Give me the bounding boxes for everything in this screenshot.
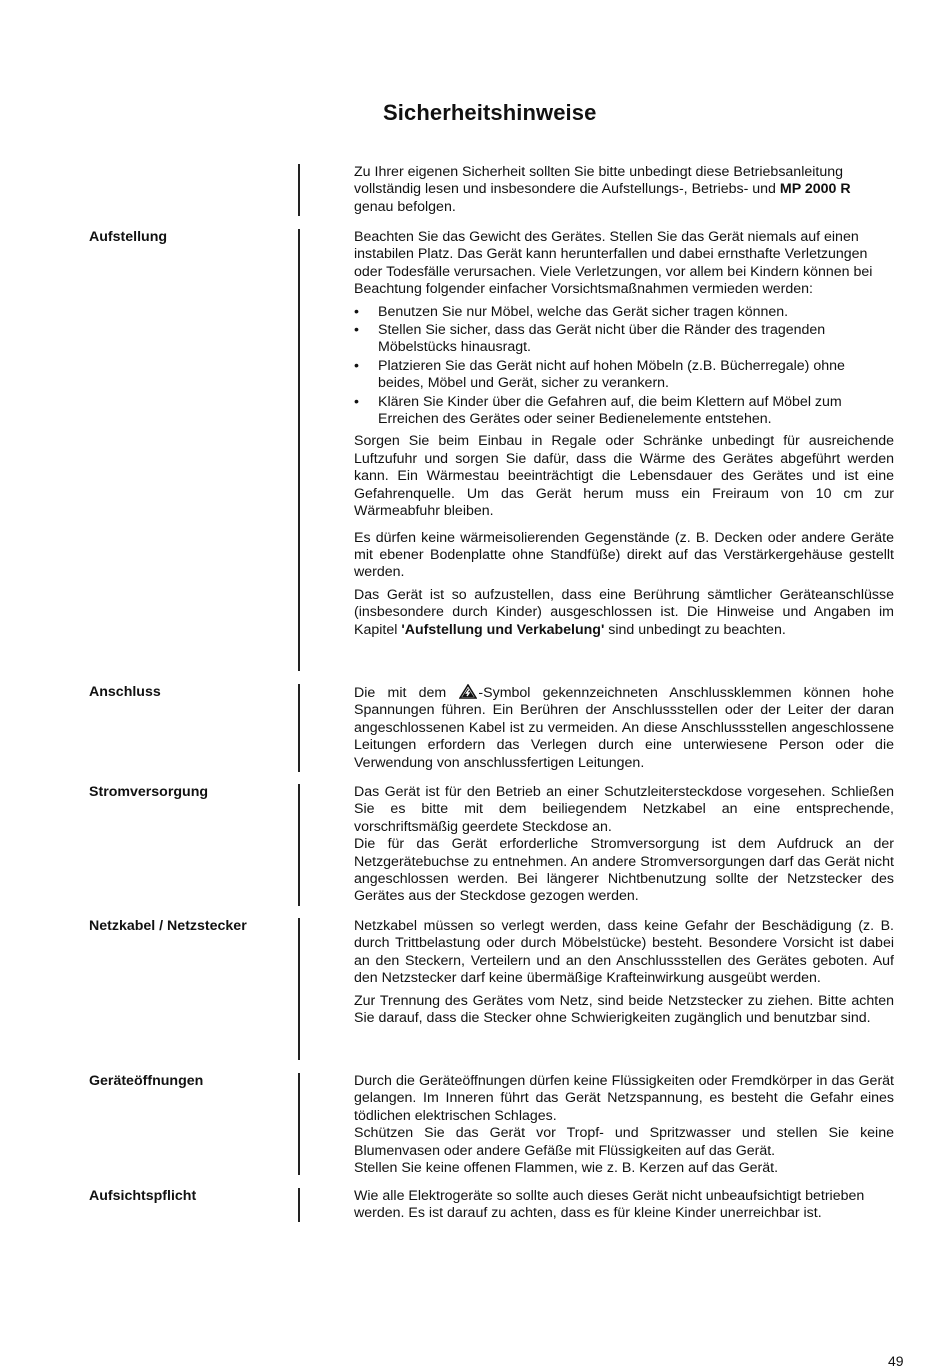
paragraph-text: Die mit dem: [354, 685, 459, 701]
section-label-stromversorgung: Stromversorgung: [89, 784, 209, 800]
section-anschluss-content: [354, 684, 894, 772]
list-item: • Klären Sie Kinder über die Gefahren auf, die beim Klettern auf Möbel zum Erreichen des Gerätes oder seiner Bedienelemente entstehen.: [354, 394, 894, 429]
paragraph: [354, 587, 894, 639]
intro-paragraph: [354, 164, 894, 216]
intro-text: Zu Ihrer eigenen Sicherheit sollten Sie bitte unbedingt diese Betriebsanleitung vollständig lesen und insbesondere die Aufstellungs-, Betriebs- und: [354, 164, 843, 198]
paragraph: Schützen Sie das Gerät vor Tropf- und Spritzwasser und stellen Sie keine Blumenvasen oder andere Gefäße mit Flüssigkeiten auf das Gerät.: [354, 1125, 894, 1159]
paragraph: Sorgen Sie beim Einbau in Regale oder Schränke unbedingt für ausreichende Luftzufuhr und sorgen Sie dafür, dass die Wärme des Gerätes abgeführt werden kann. Ein Wärmestau beeinträchtigt die Lebensdauer des Gerätes und ist eine Gefahrenquelle. Um das Gerät herum muss ein Freiraum von 10 cm zur Wärmeabfuhr bleiben.: [354, 433, 894, 520]
warning-lightning-icon: [459, 684, 477, 699]
section-aufstellung-content: [354, 229, 894, 639]
paragraph: Es dürfen keine wärmeisolierenden Gegenstände (z. B. Decken oder andere Geräte mit ebener Bodenplatte ohne Standfüße) direkt auf das Verstärkergehäuse gestellt werden.: [354, 529, 894, 581]
section-intro-content: [354, 164, 894, 216]
section-rule: [298, 918, 300, 1060]
paragraph: Die für das Gerät erforderliche Stromversorgung ist dem Aufdruck an der Netzgerätebuchse zu entnehmen. An andere Stromversorgungen darf das Gerät nicht angeschlossen werden. Bei längerer Nichtbenutzung sollte der Netzstecker des Gerätes aus der Steckdose gezogen werden.: [354, 836, 894, 905]
section-rule: [298, 164, 300, 216]
list-item: • Benutzen Sie nur Möbel, welche das Gerät sicher tragen können.: [354, 304, 894, 321]
list-item: • Stellen Sie sicher, dass das Gerät nicht über die Ränder des tragenden Möbelstücks hinausragt.: [354, 322, 894, 357]
section-rule: [298, 784, 300, 906]
section-geraeteoeffnungen-content: [354, 1073, 894, 1177]
bullet-list: [354, 304, 894, 429]
section-rule: [298, 1188, 300, 1222]
section-aufsichtspflicht-content: [354, 1188, 894, 1223]
chapter-reference: 'Aufstellung und Verkabelung': [401, 621, 605, 638]
paragraph-text: Das Gerät ist so aufzustellen, dass eine Berührung sämtlicher Geräteanschlüsse (insbesondere durch Kinder) ausgeschlossen ist. Die Hinweise und Angaben im Kapitel: [354, 586, 894, 638]
section-label-anschluss: Anschluss: [89, 684, 161, 700]
paragraph: Durch die Geräteöffnungen dürfen keine Flüssigkeiten oder Fremdkörper in das Gerät gelangen. Im Inneren führt das Gerät Netzspannung, es besteht die Gefahr eines tödlichen elektrischen Schlages.: [354, 1073, 894, 1124]
model-name: MP 2000 R: [779, 181, 851, 198]
paragraph: Stellen Sie keine offenen Flammen, wie z. B. Kerzen auf das Gerät.: [354, 1160, 779, 1177]
section-label-aufsichtspflicht: Aufsichtspflicht: [89, 1188, 197, 1204]
section-netzkabel-content: [354, 918, 894, 1027]
paragraph-text-end: -Symbol gekennzeichneten Anschlussklemmen können hohe Spannungen führen. Ein Berühren der Anschlussstellen oder der Leiter der daran angeschlossenen Kabel ist zu vermeiden. An diese Anschlussstellen angeschlossene Leitungen erfordern das Verlegen durch eine unterwiesene Person oder die Verwendung von anschlussfertigen Leitungen.: [354, 685, 894, 771]
section-label-geraeteoeffnungen: Geräteöffnungen: [89, 1073, 204, 1089]
intro-text-end: genau befolgen.: [354, 198, 456, 215]
section-label-netzkabel: Netzkabel / Netzstecker: [89, 918, 247, 934]
section-rule: [298, 1073, 300, 1175]
paragraph: Netzkabel müssen so verlegt werden, dass keine Gefahr der Beschädigung (z. B. durch Trittbelastung oder durch Möbelstücke) besteht. Besondere Vorsicht ist dabei an den Steckern, Verteilern und an den Anschlussstellen des Gerätes geboten. Auf den Netzstecker darf keine übermäßige Krafteinwirkung ausgeübt werden.: [354, 918, 894, 987]
page-number: 49: [888, 1353, 904, 1369]
section-label-aufstellung: Aufstellung: [89, 229, 168, 245]
paragraph: Zur Trennung des Gerätes vom Netz, sind beide Netzstecker zu ziehen. Bitte achten Sie darauf, dass die Stecker ohne Schwierigkeiten zugänglich und benutzbar sind.: [354, 992, 894, 1027]
page-title: Sicherheitshinweise: [383, 100, 597, 125]
paragraph: Das Gerät ist für den Betrieb an einer Schutzleitersteckdose vorgesehen. Schließen Sie es bitte mit dem beiliegendem Netzkabel an eine entsprechende, vorschriftsmäßig geerdete Steckdose an.: [354, 784, 894, 835]
paragraph: Beachten Sie das Gewicht des Gerätes. Stellen Sie das Gerät niemals auf einen instabilen Platz. Das Gerät kann herunterfallen und dabei ernsthafte Verletzungen oder Todesfälle verursachen. Viele Verletzungen, vor allem bei Kindern können bei Beachtung folgender einfacher Vorsichtsmaßnahmen vermieden werden:: [354, 229, 873, 298]
paragraph: Wie alle Elektrogeräte so sollte auch dieses Gerät nicht unbeaufsichtigt betrieben werden. Es ist darauf zu achten, dass es für kleine Kinder unerreichbar ist.: [354, 1188, 865, 1222]
section-rule: [298, 229, 300, 671]
paragraph: [354, 684, 894, 772]
section-stromversorgung-content: [354, 784, 894, 906]
list-item: • Platzieren Sie das Gerät nicht auf hohen Möbeln (z.B. Bücherregale) ohne beides, Möbel und Gerät, sicher zu verankern.: [354, 358, 894, 393]
section-rule: [298, 684, 300, 772]
paragraph-text-end: sind unbedingt zu beachten.: [604, 621, 786, 638]
